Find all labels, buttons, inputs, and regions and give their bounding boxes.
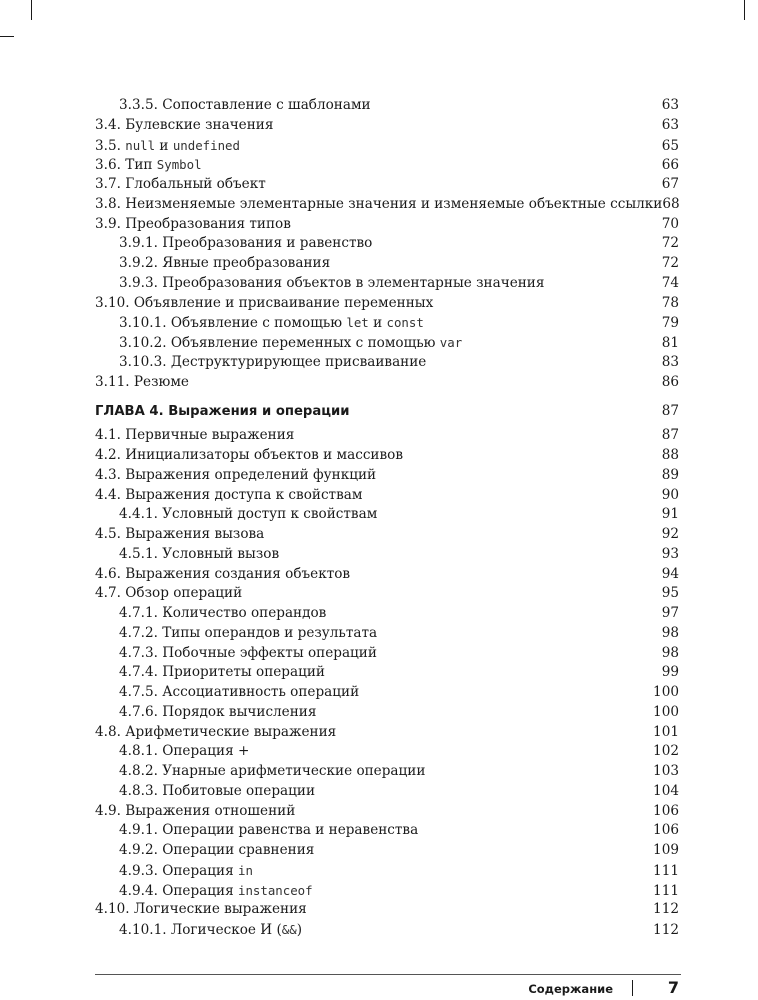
toc-entry <box>95 723 679 743</box>
toc-page-number: 66 <box>661 157 679 174</box>
toc-entry <box>95 644 679 664</box>
toc-entry-title <box>119 545 279 565</box>
toc-text-fragment: 4.10. Логические выражения <box>95 901 307 918</box>
crop-mark-left <box>31 0 32 20</box>
toc-entry-title <box>119 663 325 683</box>
toc-entry <box>95 215 679 235</box>
toc-page-number: 101 <box>653 723 679 740</box>
toc-entry-title <box>95 294 433 314</box>
toc-text-fragment: 3.6. Тип <box>95 157 157 174</box>
toc-entry-title <box>119 353 426 373</box>
toc-entry-title <box>95 155 202 176</box>
toc-code-fragment: var <box>439 335 463 350</box>
toc-entry <box>95 466 679 486</box>
toc-page-number: 65 <box>661 137 679 154</box>
toc-entry-title <box>95 486 362 506</box>
toc-page-number: 98 <box>661 624 679 641</box>
toc-entry <box>95 663 679 683</box>
toc-entry-title <box>119 254 330 274</box>
toc-page-number: 74 <box>661 274 679 291</box>
toc-page-number: 106 <box>653 802 679 819</box>
toc-entry-title <box>119 742 249 762</box>
toc-page-number: 97 <box>661 605 679 621</box>
toc-text-fragment: 4.7.3. Побочные эффекты операций <box>119 644 377 661</box>
toc-entry-title <box>119 782 315 802</box>
toc-entry-title <box>95 525 264 545</box>
toc-text-fragment: ГЛАВА 4. Выражения и операции <box>95 404 350 420</box>
toc-entry-title <box>119 683 359 703</box>
toc-text-fragment: 3.8. Неизменяемые элементарные значения и изменяемые объектные ссылки <box>95 195 663 212</box>
toc-entry-title <box>95 136 240 157</box>
toc-page-number: 91 <box>661 506 679 523</box>
toc-entry-title <box>119 274 544 294</box>
toc-entry <box>95 861 679 881</box>
toc-page-number: 86 <box>661 373 679 390</box>
toc-code-fragment: null <box>125 137 156 153</box>
toc-entry <box>95 116 679 136</box>
toc-entry-title <box>95 802 295 822</box>
toc-text-fragment: 4.7.5. Ассоциативность операций <box>119 684 360 700</box>
toc-text-fragment: 4.5.1. Условный вызов <box>119 545 280 562</box>
toc-page-number: 70 <box>661 215 679 232</box>
toc-text-fragment: 4.9. Выражения отношений <box>95 802 296 819</box>
toc-entry-title <box>95 426 294 446</box>
toc-text-fragment: 3.10.2. Объявление переменных с помощью <box>119 335 440 351</box>
toc-entry <box>95 96 679 116</box>
toc-code-fragment: in <box>238 862 253 878</box>
toc-entry <box>95 742 679 762</box>
toc-text-fragment: 4.8. Арифметические выражения <box>95 723 337 740</box>
toc-entry-title <box>119 841 314 861</box>
toc-text-fragment: 4.10.1. Логическое И ( <box>119 922 282 938</box>
crop-mark-horizontal <box>0 36 14 37</box>
toc-entry-title <box>95 900 307 920</box>
toc-entry-title <box>95 402 350 422</box>
toc-entry <box>95 274 679 294</box>
toc-text-fragment: 4.6. Выражения создания объектов <box>95 565 351 582</box>
toc-text-fragment: 3.9.1. Преобразования и равенство <box>119 235 373 252</box>
toc-page-number: 104 <box>653 782 679 799</box>
toc-entry-title <box>95 446 403 466</box>
toc-text-fragment: 4.9.3. Операция <box>119 862 238 879</box>
toc-entry <box>95 841 679 861</box>
toc-entry <box>95 426 679 446</box>
toc-text-fragment: 3.9.2. Явные преобразования <box>119 255 331 271</box>
footer-separator <box>632 980 633 996</box>
toc-entry-title <box>95 584 242 604</box>
toc-entry <box>95 254 679 274</box>
toc-page-number: 94 <box>661 565 679 582</box>
toc-entry <box>95 446 679 466</box>
toc-entry-title <box>119 234 372 254</box>
toc-page-number: 100 <box>653 703 679 720</box>
toc-text-fragment: 4.7.6. Порядок вычисления <box>119 703 317 720</box>
toc-text-fragment: 3.10.1. Объявление с помощью <box>119 315 347 332</box>
toc-page-number: 109 <box>653 842 679 858</box>
toc-entry <box>95 683 679 703</box>
toc-code-fragment: const <box>386 315 424 331</box>
toc-entry-title <box>95 466 376 486</box>
toc-entry-title <box>119 505 377 525</box>
toc-code-fragment: let <box>346 315 369 331</box>
toc-code-fragment: && <box>281 922 297 937</box>
toc-text-fragment: 3.3.5. Сопоставление с шаблонами <box>119 97 371 113</box>
page-footer <box>0 980 681 1000</box>
toc-entry <box>95 604 679 624</box>
toc-text-fragment: 3.4. Булевские значения <box>95 116 274 133</box>
toc-text-fragment: 3.9.3. Преобразования объектов в элементарные значения <box>119 274 545 291</box>
toc-text-fragment: 4.8.3. Побитовые операции <box>119 782 316 799</box>
toc-entry-title <box>95 565 350 585</box>
toc-text-fragment: 4.1. Первичные выражения <box>95 427 295 444</box>
toc-page-number: 92 <box>661 526 679 542</box>
toc-text-fragment: 4.7.1. Количество операндов <box>119 605 327 621</box>
toc-entry-title <box>119 861 253 882</box>
toc-text-fragment: 3.10. Объявление и присваивание переменных <box>95 294 434 311</box>
table-of-contents <box>95 96 679 940</box>
toc-page-number: 63 <box>661 116 679 133</box>
toc-page-number: 88 <box>661 447 679 463</box>
toc-entry <box>95 900 679 920</box>
toc-text-fragment: и <box>368 315 387 332</box>
toc-entry <box>95 565 679 585</box>
toc-page-number: 95 <box>661 585 679 602</box>
toc-entry <box>95 505 679 525</box>
toc-entry <box>95 294 679 314</box>
toc-entry-title <box>119 762 425 782</box>
toc-text-fragment: 4.7. Обзор операций <box>95 585 243 602</box>
toc-code-fragment: undefined <box>172 137 240 153</box>
toc-text-fragment: 4.8.2. Унарные арифметические операции <box>119 763 426 779</box>
toc-page-number: 87 <box>661 403 679 420</box>
toc-entry <box>95 136 679 156</box>
toc-text-fragment: и <box>155 137 173 154</box>
toc-page-number: 90 <box>661 486 679 503</box>
toc-entry-title <box>119 624 377 644</box>
toc-page-number: 100 <box>653 684 679 700</box>
toc-entry-title <box>95 116 273 136</box>
toc-text-fragment: 4.3. Выражения определений функций <box>95 466 377 483</box>
toc-page-number: 89 <box>661 466 679 483</box>
toc-text-fragment: 4.9.2. Операции сравнения <box>119 842 315 858</box>
toc-page-number: 111 <box>653 882 679 899</box>
toc-page-number: 78 <box>661 294 679 311</box>
toc-entry <box>95 545 679 565</box>
toc-entry <box>95 881 679 901</box>
toc-entry-title <box>95 373 189 393</box>
toc-entry <box>95 234 679 254</box>
toc-text-fragment: 4.5. Выражения вызова <box>95 526 265 542</box>
toc-chapter-entry <box>95 402 679 422</box>
toc-text-fragment: ) <box>296 922 302 938</box>
toc-page-number: 93 <box>661 545 679 562</box>
toc-text-fragment: 4.9.1. Операции равенства и неравенства <box>119 822 419 839</box>
toc-page-number: 103 <box>653 763 679 779</box>
toc-page-number: 111 <box>653 862 679 879</box>
toc-entry <box>95 762 679 782</box>
toc-page-number: 63 <box>661 97 679 113</box>
toc-entry-title <box>119 821 418 841</box>
toc-text-fragment: 3.5. <box>95 137 126 154</box>
toc-text-fragment: 4.4.1. Условный доступ к свойствам <box>119 506 378 523</box>
toc-text-fragment: 3.7. Глобальный объект <box>95 176 266 192</box>
toc-page-number: 68 <box>662 195 680 212</box>
toc-entry <box>95 195 679 215</box>
toc-page-number: 99 <box>661 664 679 681</box>
toc-page-number: 81 <box>661 335 679 351</box>
toc-text-fragment: 4.9.4. Операция <box>119 882 238 899</box>
toc-entry <box>95 584 679 604</box>
toc-entry <box>95 175 679 195</box>
toc-entry-title <box>119 881 313 902</box>
toc-entry-title <box>119 920 302 941</box>
toc-entry-title <box>95 195 662 215</box>
toc-page-number: 67 <box>661 176 679 192</box>
toc-page-number: 98 <box>661 644 679 661</box>
toc-page-number: 79 <box>661 315 679 332</box>
toc-text-fragment: 3.11. Резюме <box>95 373 189 390</box>
toc-entry-title <box>119 604 326 624</box>
toc-entry <box>95 920 679 940</box>
toc-entry <box>95 155 679 175</box>
toc-entry <box>95 821 679 841</box>
toc-page-number: 112 <box>653 901 679 918</box>
toc-page-number: 83 <box>661 353 679 370</box>
toc-text-fragment: 4.7.4. Приоритеты операций <box>119 664 325 681</box>
toc-entry-title <box>119 96 371 116</box>
toc-entry <box>95 486 679 506</box>
footer-rule <box>95 974 681 975</box>
toc-page-number: 72 <box>661 255 679 271</box>
toc-entry <box>95 703 679 723</box>
toc-page-number: 102 <box>653 743 679 760</box>
toc-text-fragment: 4.2. Инициализаторы объектов и массивов <box>95 447 403 463</box>
toc-page-number: 87 <box>661 427 679 444</box>
toc-entry <box>95 525 679 545</box>
toc-code-fragment: Symbol <box>156 157 202 173</box>
toc-text-fragment: 3.9. Преобразования типов <box>95 215 291 232</box>
toc-entry <box>95 353 679 373</box>
toc-entry <box>95 313 679 333</box>
toc-code-fragment: instanceof <box>238 882 313 898</box>
toc-entry-title <box>95 215 291 235</box>
toc-entry-title <box>119 333 462 354</box>
toc-entry <box>95 782 679 802</box>
toc-entry <box>95 624 679 644</box>
toc-page-number: 112 <box>653 922 679 938</box>
toc-entry <box>95 373 679 393</box>
crop-mark-right <box>744 0 745 20</box>
footer-section-title: Содержание <box>528 982 613 996</box>
toc-entry <box>95 802 679 822</box>
toc-text-fragment: 3.10.3. Деструктурирующее присваивание <box>119 353 427 370</box>
toc-entry-title <box>119 644 377 664</box>
toc-entry-title <box>119 703 316 723</box>
toc-entry-title <box>119 313 424 334</box>
page-number: 7 <box>667 978 679 997</box>
toc-page-number: 106 <box>653 822 679 839</box>
toc-text-fragment: 4.7.2. Типы операндов и результата <box>119 624 378 641</box>
toc-text-fragment: 4.8.1. Операция + <box>119 743 250 760</box>
toc-page-number: 72 <box>661 235 679 252</box>
toc-text-fragment: 4.4. Выражения доступа к свойствам <box>95 486 363 503</box>
toc-entry-title <box>95 175 266 195</box>
toc-entry <box>95 333 679 353</box>
toc-entry-title <box>95 723 336 743</box>
